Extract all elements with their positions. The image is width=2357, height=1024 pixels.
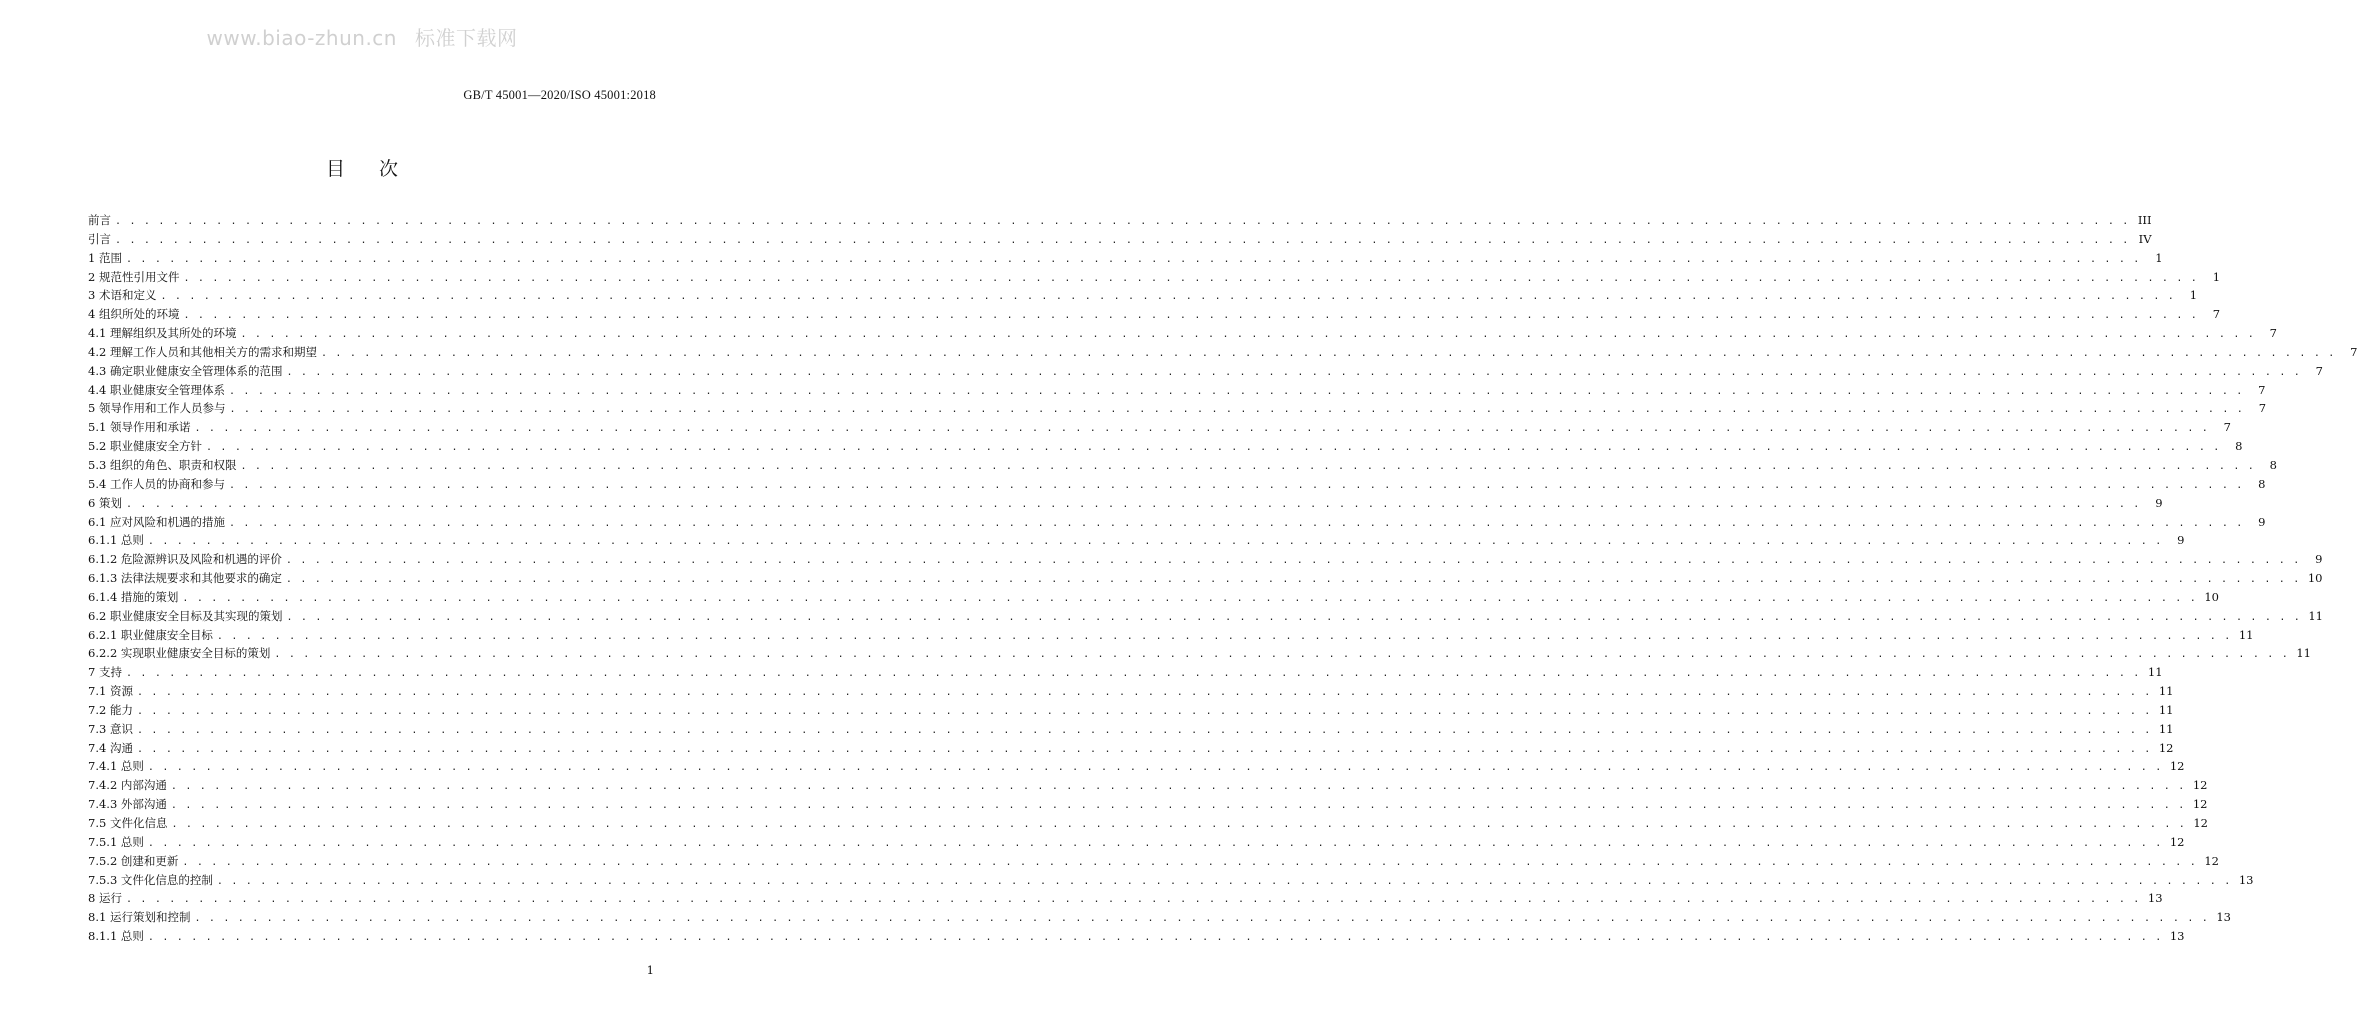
toc-entry-label: 7.4.2 内部沟通 <box>88 778 167 793</box>
toc-entry-label: 4 组织所处的环境 <box>88 307 180 322</box>
dot-leader: . . . . . . . . . . . . . . . . . . . . . . . . . . . . . . . . . . . . . . . . . . . . . . . . . . . . . . . . . . . . . . . . . . . . . . . . . . . . . . . . . . . . . . . . . . . . . . . . . . . . . . . . . . . . . . . . . . . . . . . . . . . . . . . . . . . . . . . . . . . . <box>240 460 2255 472</box>
toc-entry[interactable] <box>88 852 2219 871</box>
dot-leader: . . . . . . . . . . . . . . . . . . . . . . . . . . . . . . . . . . . . . . . . . . . . . . . . . . . . . . . . . . . . . . . . . . . . . . . . . . . . . . . . . . . . . . . . . . . . . . . . . . . . . . . . . . . . . . . . . . . . . . . . . . . . . . . . . . . . . . . . . . . . <box>229 404 2245 416</box>
toc-entry-label: 1 范围 <box>88 250 122 265</box>
watermark <box>0 22 724 51</box>
toc-entry[interactable] <box>88 456 2277 475</box>
toc-entry[interactable] <box>88 588 2219 607</box>
toc-entry-label: 7.5 文件化信息 <box>88 816 168 830</box>
toc-entry-label: 5.4 工作人员的协商和参与 <box>88 476 225 491</box>
toc-entry[interactable] <box>88 927 2185 946</box>
toc-entry-page: 8 <box>2269 457 2277 472</box>
toc-entry[interactable] <box>88 437 2243 456</box>
toc-entry-label: 2 规范性引用文件 <box>88 269 180 284</box>
toc-entry[interactable] <box>88 494 2163 513</box>
toc-entry-page: 11 <box>2308 608 2323 623</box>
toc-entry[interactable] <box>88 871 2254 890</box>
toc-entry-page: 10 <box>2307 571 2323 586</box>
dot-leader: . . . . . . . . . . . . . . . . . . . . . . . . . . . . . . . . . . . . . . . . . . . . . . . . . . . . . . . . . . . . . . . . . . . . . . . . . . . . . . . . . . . . . . . . . . . . . . . . . . . . . . . . . . . . . . . . . . . . . . . . . . . . . . . . . . . . . . . . . . . . <box>170 800 2186 812</box>
toc-entry-page: 11 <box>2158 721 2174 736</box>
dot-leader: . . . . . . . . . . . . . . . . . . . . . . . . . . . . . . . . . . . . . . . . . . . . . . . . . . . . . . . . . . . . . . . . . . . . . . . . . . . . . . . . . . . . . . . . . . . . . . . . . . . . . . . . . . . . . . . . . . . . . . . . . . . . . . . . . . . . . . . . . . . . <box>240 329 2255 341</box>
dot-leader: . . . . . . . . . . . . . . . . . . . . . . . . . . . . . . . . . . . . . . . . . . . . . . . . . . . . . . . . . . . . . . . . . . . . . . . . . . . . . . . . . . . . . . . . . . . . . . . . . . . . . . . . . . . . . . . . . . . . . . . . . . . . . . . . . . . . . . . . . . . . <box>115 234 2130 246</box>
dot-leader: . . . . . . . . . . . . . . . . . . . . . . . . . . . . . . . . . . . . . . . . . . . . . . . . . . . . . . . . . . . . . . . . . . . . . . . . . . . . . . . . . . . . . . . . . . . . . . . . . . . . . . . . . . . . . . . . . . . . . . . . . . . . . . . . . . . . . . . . . . . . <box>228 479 2244 491</box>
toc-entry[interactable] <box>88 230 2152 249</box>
toc-entry[interactable] <box>88 418 2231 437</box>
toc-entry[interactable] <box>88 362 2323 381</box>
toc-entry[interactable] <box>88 324 2277 343</box>
dot-leader: . . . . . . . . . . . . . . . . . . . . . . . . . . . . . . . . . . . . . . . . . . . . . . . . . . . . . . . . . . . . . . . . . . . . . . . . . . . . . . . . . . . . . . . . . . . . . . . . . . . . . . . . . . . . . . . . . . . . . . . . . . . . . . . . . . . . . . . . . . . . <box>136 687 2152 699</box>
dot-leader: . . . . . . . . . . . . . . . . . . . . . . . . . . . . . . . . . . . . . . . . . . . . . . . . . . . . . . . . . . . . . . . . . . . . . . . . . . . . . . . . . . . . . . . . . . . . . . . . . . . . . . . . . . . . . . . . . . . . . . . . . . . . . . . . . . . . . . . . . . . . <box>285 574 2301 586</box>
toc-entry-page: 13 <box>2238 872 2254 887</box>
toc-entry-label: 8.1 运行策划和控制 <box>88 910 191 925</box>
dot-leader: . . . . . . . . . . . . . . . . . . . . . . . . . . . . . . . . . . . . . . . . . . . . . . . . . . . . . . . . . . . . . . . . . . . . . . . . . . . . . . . . . . . . . . . . . . . . . . . . . . . . . . . . . . . . . . . . . . . . . . . . . . . . . . . . . . . . . . . . . . . . <box>320 347 2336 359</box>
dot-leader: . . . . . . . . . . . . . . . . . . . . . . . . . . . . . . . . . . . . . . . . . . . . . . . . . . . . . . . . . . . . . . . . . . . . . . . . . . . . . . . . . . . . . . . . . . . . . . . . . . . . . . . . . . . . . . . . . . . . . . . . . . . . . . . . . . . . . . . . . . . . <box>125 253 2141 265</box>
toc-entry[interactable] <box>88 814 2208 833</box>
toc-entry-label: 5.2 职业健康安全方针 <box>88 439 202 454</box>
toc-entry-label: 5.3 组织的角色、职责和权限 <box>88 457 237 472</box>
toc-entry-label: 6.2.1 职业健康安全目标 <box>88 627 213 642</box>
toc-entry-label: 7 支持 <box>88 665 122 680</box>
dot-leader: . . . . . . . . . . . . . . . . . . . . . . . . . . . . . . . . . . . . . . . . . . . . . . . . . . . . . . . . . . . . . . . . . . . . . . . . . . . . . . . . . . . . . . . . . . . . . . . . . . . . . . . . . . . . . . . . . . . . . . . . . . . . . . . . . . . . . . . . . . . . <box>147 837 2163 849</box>
dot-leader: . . . . . . . . . . . . . . . . . . . . . . . . . . . . . . . . . . . . . . . . . . . . . . . . . . . . . . . . . . . . . . . . . . . . . . . . . . . . . . . . . . . . . . . . . . . . . . . . . . . . . . . . . . . . . . . . . . . . . . . . . . . . . . . . . . . . . . . . . . . . <box>160 291 2176 303</box>
toc-entry-label: 4.1 理解组织及其所处的环境 <box>88 326 237 341</box>
toc-entry[interactable] <box>88 644 2311 663</box>
dot-leader: . . . . . . . . . . . . . . . . . . . . . . . . . . . . . . . . . . . . . . . . . . . . . . . . . . . . . . . . . . . . . . . . . . . . . . . . . . . . . . . . . . . . . . . . . . . . . . . . . . . . . . . . . . . . . . . . . . . . . . . . . . . . . . . . . . . . . . . . . . . . <box>205 442 2221 454</box>
toc-entry-page: 9 <box>2177 533 2185 548</box>
dot-leader: . . . . . . . . . . . . . . . . . . . . . . . . . . . . . . . . . . . . . . . . . . . . . . . . . . . . . . . . . . . . . . . . . . . . . . . . . . . . . . . . . . . . . . . . . . . . . . . . . . . . . . . . . . . . . . . . . . . . . . . . . . . . . . . . . . . . . . . . . . . . <box>194 423 2209 435</box>
toc-entry-page: 7 <box>2258 382 2266 397</box>
standard-code: GB/T 45001—2020/ISO 45001:2018 <box>463 88 656 102</box>
toc-entry-label: 4.3 确定职业健康安全管理体系的范围 <box>88 363 283 378</box>
toc-entry[interactable] <box>88 381 2266 400</box>
toc-entry-page: 8 <box>2235 439 2243 454</box>
toc-entry-page: 7 <box>2269 326 2277 341</box>
toc-entry-label: 8 运行 <box>88 891 122 906</box>
toc-entry-page: 12 <box>2192 778 2208 793</box>
toc-entry-page: 7 <box>2258 401 2267 416</box>
dot-leader: . . . . . . . . . . . . . . . . . . . . . . . . . . . . . . . . . . . . . . . . . . . . . . . . . . . . . . . . . . . . . . . . . . . . . . . . . . . . . . . . . . . . . . . . . . . . . . . . . . . . . . . . . . . . . . . . . . . . . . . . . . . . . . . . . . . . . . . . . . . . <box>274 649 2289 661</box>
toc-entry[interactable] <box>88 757 2185 776</box>
toc-entry-page: 9 <box>2315 552 2323 567</box>
toc-entry-page: 12 <box>2192 797 2208 812</box>
toc-entry-label: 8.1.1 总则 <box>88 929 144 944</box>
dot-leader: . . . . . . . . . . . . . . . . . . . . . . . . . . . . . . . . . . . . . . . . . . . . . . . . . . . . . . . . . . . . . . . . . . . . . . . . . . . . . . . . . . . . . . . . . . . . . . . . . . . . . . . . . . . . . . . . . . . . . . . . . . . . . . . . . . . . . . . . . . . . <box>183 272 2199 284</box>
toc-entry-label: 6.1 应对风险和机遇的措施 <box>88 514 225 529</box>
toc-entry-page: 11 <box>2158 702 2174 717</box>
toc-entry[interactable] <box>88 795 2208 814</box>
dot-leader: . . . . . . . . . . . . . . . . . . . . . . . . . . . . . . . . . . . . . . . . . . . . . . . . . . . . . . . . . . . . . . . . . . . . . . . . . . . . . . . . . . . . . . . . . . . . . . . . . . . . . . . . . . . . . . . . . . . . . . . . . . . . . . . . . . . . . . . . . . . . <box>216 630 2232 642</box>
toc-entry-label: 6.1.3 法律法规要求和其他要求的确定 <box>88 571 282 586</box>
toc-entry[interactable] <box>88 399 2267 418</box>
toc-entry[interactable] <box>88 701 2174 720</box>
dot-leader: . . . . . . . . . . . . . . . . . . . . . . . . . . . . . . . . . . . . . . . . . . . . . . . . . . . . . . . . . . . . . . . . . . . . . . . . . . . . . . . . . . . . . . . . . . . . . . . . . . . . . . . . . . . . . . . . . . . . . . . . . . . . . . . . . . . . . . . . . . . . <box>171 819 2186 830</box>
toc-entry-page: 1 <box>2155 250 2163 265</box>
dot-leader: . . . . . . . . . . . . . . . . . . . . . . . . . . . . . . . . . . . . . . . . . . . . . . . . . . . . . . . . . . . . . . . . . . . . . . . . . . . . . . . . . . . . . . . . . . . . . . . . . . . . . . . . . . . . . . . . . . . . . . . . . . . . . . . . . . . . . . . . . . . . <box>147 536 2163 548</box>
toc-entry-page: 8 <box>2258 476 2266 491</box>
toc-entry-label: 7.3 意识 <box>88 721 133 736</box>
toc-entry-page: 13 <box>2147 891 2163 906</box>
toc-entry[interactable] <box>88 531 2185 550</box>
toc-entry-page: 13 <box>2169 929 2185 944</box>
dot-leader: . . . . . . . . . . . . . . . . . . . . . . . . . . . . . . . . . . . . . . . . . . . . . . . . . . . . . . . . . . . . . . . . . . . . . . . . . . . . . . . . . . . . . . . . . . . . . . . . . . . . . . . . . . . . . . . . . . . . . . . . . . . . . . . . . . . . . . . . . . . . <box>286 366 2301 378</box>
dot-leader: . . . . . . . . . . . . . . . . . . . . . . . . . . . . . . . . . . . . . . . . . . . . . . . . . . . . . . . . . . . . . . . . . . . . . . . . . . . . . . . . . . . . . . . . . . . . . . . . . . . . . . . . . . . . . . . . . . . . . . . . . . . . . . . . . . . . . . . . . . . . <box>136 724 2152 736</box>
dot-leader: . . . . . . . . . . . . . . . . . . . . . . . . . . . . . . . . . . . . . . . . . . . . . . . . . . . . . . . . . . . . . . . . . . . . . . . . . . . . . . . . . . . . . . . . . . . . . . . . . . . . . . . . . . . . . . . . . . . . . . . . . . . . . . . . . . . . . . . . . . . . <box>147 762 2163 774</box>
watermark-site: www.biao-zhun.cn <box>206 26 397 50</box>
dot-leader: . . . . . . . . . . . . . . . . . . . . . . . . . . . . . . . . . . . . . . . . . . . . . . . . . . . . . . . . . . . . . . . . . . . . . . . . . . . . . . . . . . . . . . . . . . . . . . . . . . . . . . . . . . . . . . . . . . . . . . . . . . . . . . . . . . . . . . . . . . . . <box>125 498 2141 510</box>
dot-leader: . . . . . . . . . . . . . . . . . . . . . . . . . . . . . . . . . . . . . . . . . . . . . . . . . . . . . . . . . . . . . . . . . . . . . . . . . . . . . . . . . . . . . . . . . . . . . . . . . . . . . . . . . . . . . . . . . . . . . . . . . . . . . . . . . . . . . . . . . . . . <box>136 705 2152 717</box>
dot-leader: . . . . . . . . . . . . . . . . . . . . . . . . . . . . . . . . . . . . . . . . . . . . . . . . . . . . . . . . . . . . . . . . . . . . . . . . . . . . . . . . . . . . . . . . . . . . . . . . . . . . . . . . . . . . . . . . . . . . . . . . . . . . . . . . . . . . . . . . . . . . <box>182 856 2197 868</box>
toc-entry-page: 13 <box>2216 910 2231 925</box>
toc-entry-label: 6.1.1 总则 <box>88 533 144 548</box>
toc-entry[interactable] <box>88 569 2323 588</box>
toc-entry-label: 引言 <box>88 231 111 246</box>
dot-leader: . . . . . . . . . . . . . . . . . . . . . . . . . . . . . . . . . . . . . . . . . . . . . . . . . . . . . . . . . . . . . . . . . . . . . . . . . . . . . . . . . . . . . . . . . . . . . . . . . . . . . . . . . . . . . . . . . . . . . . . . . . . . . . . . . . . . . . . . . . . . <box>170 781 2186 793</box>
toc-entry-label: 6 策划 <box>88 495 122 510</box>
toc-entry[interactable] <box>88 908 2231 927</box>
toc-entry-page: 11 <box>2238 627 2254 642</box>
toc-entry[interactable] <box>88 720 2174 739</box>
toc-entry-label: 7.5.3 文件化信息的控制 <box>88 872 213 887</box>
dot-leader: . . . . . . . . . . . . . . . . . . . . . . . . . . . . . . . . . . . . . . . . . . . . . . . . . . . . . . . . . . . . . . . . . . . . . . . . . . . . . . . . . . . . . . . . . . . . . . . . . . . . . . . . . . . . . . . . . . . . . . . . . . . . . . . . . . . . . . . . . . . . <box>228 517 2244 529</box>
toc-entry-page: 11 <box>2158 684 2174 699</box>
toc-entry-label: 7.1 资源 <box>88 684 133 699</box>
watermark-name: 标准下载网 <box>414 26 518 50</box>
dot-leader: . . . . . . . . . . . . . . . . . . . . . . . . . . . . . . . . . . . . . . . . . . . . . . . . . . . . . . . . . . . . . . . . . . . . . . . . . . . . . . . . . . . . . . . . . . . . . . . . . . . . . . . . . . . . . . . . . . . . . . . . . . . . . . . . . . . . . . . . . . . . <box>125 668 2141 680</box>
toc-entry-page: 7 <box>2212 307 2221 322</box>
dot-leader: . . . . . . . . . . . . . . . . . . . . . . . . . . . . . . . . . . . . . . . . . . . . . . . . . . . . . . . . . . . . . . . . . . . . . . . . . . . . . . . . . . . . . . . . . . . . . . . . . . . . . . . . . . . . . . . . . . . . . . . . . . . . . . . . . . . . . . . . . . . . <box>285 555 2301 567</box>
toc-entry-page: 7 <box>2223 420 2231 435</box>
toc-entry[interactable] <box>88 249 2163 268</box>
dot-leader: . . . . . . . . . . . . . . . . . . . . . . . . . . . . . . . . . . . . . . . . . . . . . . . . . . . . . . . . . . . . . . . . . . . . . . . . . . . . . . . . . . . . . . . . . . . . . . . . . . . . . . . . . . . . . . . . . . . . . . . . . . . . . . . . . . . . . . . . . . . . <box>286 611 2301 623</box>
toc-entry-label: 6.2 职业健康安全目标及其实现的策划 <box>88 608 283 623</box>
dot-leader: . . . . . . . . . . . . . . . . . . . . . . . . . . . . . . . . . . . . . . . . . . . . . . . . . . . . . . . . . . . . . . . . . . . . . . . . . . . . . . . . . . . . . . . . . . . . . . . . . . . . . . . . . . . . . . . . . . . . . . . . . . . . . . . . . . . . . . . . . . . . <box>183 310 2199 322</box>
dot-leader: . . . . . . . . . . . . . . . . . . . . . . . . . . . . . . . . . . . . . . . . . . . . . . . . . . . . . . . . . . . . . . . . . . . . . . . . . . . . . . . . . . . . . . . . . . . . . . . . . . . . . . . . . . . . . . . . . . . . . . . . . . . . . . . . . . . . . . . . . . . . <box>136 743 2152 755</box>
toc-entry-label: 5.1 领导作用和承诺 <box>88 420 191 435</box>
table-of-contents <box>88 211 2357 946</box>
toc-entry[interactable] <box>88 211 2152 230</box>
toc-entry-page: 12 <box>2158 740 2174 755</box>
toc-entry-label: 前言 <box>88 213 111 227</box>
toc-entry-page: 12 <box>2169 834 2185 849</box>
toc-entry-label: 7.4 沟通 <box>88 740 133 755</box>
toc-entry[interactable] <box>88 682 2174 701</box>
toc-entry[interactable] <box>88 513 2266 532</box>
dot-leader: . . . . . . . . . . . . . . . . . . . . . . . . . . . . . . . . . . . . . . . . . . . . . . . . . . . . . . . . . . . . . . . . . . . . . . . . . . . . . . . . . . . . . . . . . . . . . . . . . . . . . . . . . . . . . . . . . . . . . . . . . . . . . . . . . . . . . . . . . . . . <box>182 592 2197 604</box>
toc-entry[interactable] <box>88 663 2163 682</box>
toc-entry-label: 4.2 理解工作人员和其他相关方的需求和期望 <box>88 344 317 359</box>
toc-entry-label: 7.2 能力 <box>88 702 133 717</box>
toc-entry[interactable] <box>88 739 2174 758</box>
toc-entry-page: 7 <box>2350 344 2357 359</box>
page-title: 目次 <box>325 158 432 180</box>
toc-entry-label: 7.4.1 总则 <box>88 759 144 774</box>
toc-entry[interactable] <box>88 833 2185 852</box>
dot-leader: . . . . . . . . . . . . . . . . . . . . . . . . . . . . . . . . . . . . . . . . . . . . . . . . . . . . . . . . . . . . . . . . . . . . . . . . . . . . . . . . . . . . . . . . . . . . . . . . . . . . . . . . . . . . . . . . . . . . . . . . . . . . . . . . . . . . . . . . . . . . <box>228 385 2244 397</box>
toc-entry-label: 3 术语和定义 <box>88 288 157 303</box>
toc-entry-page: 1 <box>2212 269 2221 284</box>
toc-entry-page: 12 <box>2204 853 2219 868</box>
toc-entry[interactable] <box>88 475 2266 494</box>
toc-entry[interactable] <box>88 889 2163 908</box>
toc-entry[interactable] <box>88 607 2323 626</box>
toc-entry[interactable] <box>88 626 2254 645</box>
toc-entry-page: 9 <box>2258 514 2266 529</box>
toc-entry-page: III <box>2137 213 2152 227</box>
toc-entry-label: 6.2.2 实现职业健康安全目标的策划 <box>88 646 271 661</box>
dot-leader: . . . . . . . . . . . . . . . . . . . . . . . . . . . . . . . . . . . . . . . . . . . . . . . . . . . . . . . . . . . . . . . . . . . . . . . . . . . . . . . . . . . . . . . . . . . . . . . . . . . . . . . . . . . . . . . . . . . . . . . . . . . . . . . . . . . . . . . . . . . . <box>125 894 2141 906</box>
toc-entry[interactable] <box>88 776 2208 795</box>
toc-entry-page: 11 <box>2296 646 2311 661</box>
toc-entry-label: 6.1.4 措施的策划 <box>88 589 179 604</box>
dot-leader: . . . . . . . . . . . . . . . . . . . . . . . . . . . . . . . . . . . . . . . . . . . . . . . . . . . . . . . . . . . . . . . . . . . . . . . . . . . . . . . . . . . . . . . . . . . . . . . . . . . . . . . . . . . . . . . . . . . . . . . . . . . . . . . . . . . . . . . . . . . . <box>147 932 2163 944</box>
toc-entry-page: 12 <box>2193 816 2208 830</box>
toc-entry-page: 11 <box>2147 665 2163 680</box>
dot-leader: . . . . . . . . . . . . . . . . . . . . . . . . . . . . . . . . . . . . . . . . . . . . . . . . . . . . . . . . . . . . . . . . . . . . . . . . . . . . . . . . . . . . . . . . . . . . . . . . . . . . . . . . . . . . . . . . . . . . . . . . . . . . . . . . . . . . . . . . . . . . <box>194 913 2209 925</box>
toc-entry-label: 7.5.2 创建和更新 <box>88 853 179 868</box>
toc-entry[interactable] <box>88 268 2221 287</box>
toc-entry-page: IV <box>2138 231 2152 246</box>
toc-entry-label: 4.4 职业健康安全管理体系 <box>88 382 225 397</box>
toc-entry-label: 7.4.3 外部沟通 <box>88 797 167 812</box>
dot-leader: . . . . . . . . . . . . . . . . . . . . . . . . . . . . . . . . . . . . . . . . . . . . . . . . . . . . . . . . . . . . . . . . . . . . . . . . . . . . . . . . . . . . . . . . . . . . . . . . . . . . . . . . . . . . . . . . . . . . . . . . . . . . . . . . . . . . . . . . . . . . <box>115 216 2130 227</box>
toc-entry[interactable] <box>88 305 2221 324</box>
toc-entry-label: 5 领导作用和工作人员参与 <box>88 401 226 416</box>
toc-entry[interactable] <box>88 550 2323 569</box>
toc-entry-page: 1 <box>2189 288 2198 303</box>
toc-entry-page: 9 <box>2155 495 2163 510</box>
toc-entry-page: 12 <box>2169 759 2185 774</box>
toc-entry-label: 6.1.2 危险源辨识及风险和机遇的评价 <box>88 552 282 567</box>
toc-entry[interactable] <box>88 286 2198 305</box>
toc-entry[interactable] <box>88 343 2357 362</box>
dot-leader: . . . . . . . . . . . . . . . . . . . . . . . . . . . . . . . . . . . . . . . . . . . . . . . . . . . . . . . . . . . . . . . . . . . . . . . . . . . . . . . . . . . . . . . . . . . . . . . . . . . . . . . . . . . . . . . . . . . . . . . . . . . . . . . . . . . . . . . . . . . . <box>216 875 2232 887</box>
toc-entry-page: 7 <box>2315 363 2323 378</box>
page-number: 1 <box>646 963 654 977</box>
toc-entry-page: 10 <box>2204 589 2219 604</box>
toc-entry-label: 7.5.1 总则 <box>88 834 144 849</box>
